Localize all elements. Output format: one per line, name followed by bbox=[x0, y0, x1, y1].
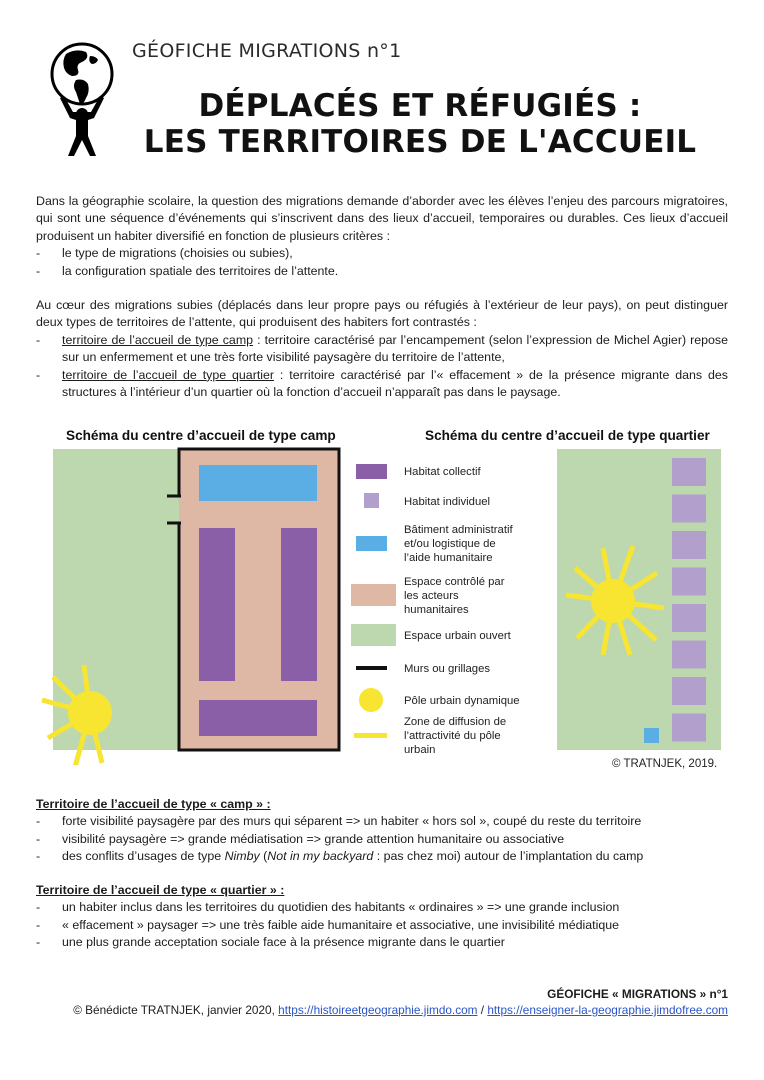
legend-item bbox=[351, 624, 512, 646]
document-kicker: GÉOFICHE MIGRATIONS n°1 bbox=[132, 40, 402, 62]
legend-item bbox=[356, 464, 481, 479]
legend-label: Espace contrôlé par les acteurs humanitaires bbox=[404, 576, 505, 616]
list-item bbox=[36, 917, 728, 934]
list-item bbox=[36, 263, 728, 280]
footer-credits bbox=[73, 1002, 728, 1019]
intro-section bbox=[36, 193, 728, 280]
list-item bbox=[36, 367, 728, 402]
bullet-dash: - bbox=[36, 814, 41, 829]
bullet-dash: - bbox=[36, 263, 41, 278]
legend-label: Zone de diffusion de l’attractivité du pôle urbain bbox=[404, 716, 507, 756]
bullet-text: forte visibilité paysagère par des murs qui séparent => un habiter « hors sol », coupé du reste du territoire bbox=[62, 814, 642, 829]
legend-swatch bbox=[354, 733, 387, 738]
individual-housing bbox=[672, 677, 706, 705]
bullet-text: ( bbox=[259, 849, 268, 864]
bullet-text: visibilité paysagère => grande médiatisation => grande attention humanitaire ou associative bbox=[62, 831, 565, 846]
legend-swatch bbox=[359, 688, 383, 712]
legend-swatch bbox=[356, 464, 387, 479]
title-line-2: LES TERRITOIRES DE L'ACCUEIL bbox=[143, 124, 697, 160]
camp-summary-heading: Territoire de l’accueil de type « camp » : bbox=[36, 797, 271, 811]
legend-item bbox=[351, 576, 505, 616]
footer-series: GÉOFICHE « MIGRATIONS » n°1 bbox=[547, 987, 728, 1001]
collective-housing bbox=[199, 528, 235, 681]
bullet-text: un habiter inclus dans les territoires du quotidien des habitants « ordinaires » => une grande inclusion bbox=[62, 900, 620, 915]
types-paragraph: Au cœur des migrations subies (déplacés dans leur propre pays ou réfugiés à l’extérieur de leur pays), on peut distinguer deux types de territoires de l’attente, qui produisent des habiters fort contrastés : bbox=[36, 298, 728, 330]
list-item bbox=[36, 848, 728, 865]
footer-link-enseigner[interactable]: https://enseigner-la-geographie.jimdofree.com bbox=[487, 1003, 728, 1017]
bullet-dash: - bbox=[36, 917, 41, 932]
page-title bbox=[120, 88, 720, 160]
footer-separator: / bbox=[477, 1003, 488, 1017]
list-item bbox=[36, 332, 728, 367]
list-item bbox=[36, 831, 728, 848]
quartier-summary-heading: Territoire de l’accueil de type « quartier » : bbox=[36, 883, 285, 897]
bullet-text: le type de migrations (choisies ou subies), bbox=[62, 246, 293, 261]
individual-housing bbox=[672, 641, 706, 669]
collective-housing bbox=[199, 700, 317, 736]
quartier-schema bbox=[557, 449, 721, 750]
list-item bbox=[36, 934, 728, 951]
legend-item bbox=[356, 524, 513, 564]
legend-swatch bbox=[364, 493, 379, 508]
quartier-summary bbox=[36, 882, 728, 952]
term-camp: territoire de l’accueil de type camp bbox=[62, 332, 254, 347]
legend-label: Habitat collectif bbox=[404, 466, 481, 478]
emphasis-text: Not in my backyard bbox=[267, 849, 374, 864]
admin-building bbox=[199, 465, 317, 501]
list-item bbox=[36, 813, 728, 830]
bullet-text: : pas chez moi) autour de l’implantation du camp bbox=[373, 849, 644, 864]
legend-swatch bbox=[356, 536, 387, 551]
diagram-credit: © TRATNJEK, 2019. bbox=[612, 758, 718, 770]
legend-label: Pôle urbain dynamique bbox=[404, 695, 520, 707]
individual-housing bbox=[672, 604, 706, 632]
term-sep: : bbox=[274, 367, 290, 382]
bullet-text: la configuration spatiale des territoires de l’attente. bbox=[62, 263, 339, 278]
legend-swatch bbox=[351, 624, 396, 646]
bullet-dash: - bbox=[36, 367, 41, 382]
footer-link-histoire[interactable]: https://histoireetgeographie.jimdo.com bbox=[278, 1003, 478, 1017]
legend-label: Habitat individuel bbox=[404, 496, 491, 508]
legend-swatch bbox=[351, 584, 396, 606]
bullet-dash: - bbox=[36, 900, 41, 915]
list-item bbox=[36, 245, 728, 262]
legend-label: Bâtiment administratif et/ou logistique de l’aide humanitaire bbox=[404, 524, 513, 564]
camp-schema bbox=[42, 449, 339, 765]
bullet-text: « effacement » paysager => une très faible aide humanitaire et associative, une invisibilité médiatique bbox=[62, 917, 619, 932]
individual-housing bbox=[672, 495, 706, 523]
list-item bbox=[36, 899, 728, 916]
bullet-text: territoire caractérisé par l’« effacement » de la présence migrante dans des structures à l’intérieur d’un quartier où la fonction d’accueil n’apparaît pas dans le paysage. bbox=[62, 367, 728, 400]
reception-center-diagram bbox=[40, 445, 740, 765]
admin-building bbox=[644, 728, 659, 743]
bullet-dash: - bbox=[36, 831, 41, 846]
bullet-text: une plus grande acceptation sociale face à la présence migrante dans le quartier bbox=[62, 935, 505, 950]
bullet-text: territoire caractérisé par l’encampement (selon l’expression de Michel Agier) repose sur un enfermement et une très forte visibilité paysagère du territoire de l’attente, bbox=[62, 332, 729, 365]
bullet-dash: - bbox=[36, 935, 41, 950]
legend-label: Espace urbain ouvert bbox=[404, 630, 511, 642]
legend-item bbox=[364, 493, 490, 508]
intro-paragraph: Dans la géographie scolaire, la question des migrations demande d’aborder avec les élèves l’enjeu des parcours migratoires, qui sont une séquence d’événements qui s’inscrivent dans des lieux d’accueil, temporaires ou durables. Ces lieux d’accueil produisent un habiter diversifié en fonction de plusieurs critères : bbox=[36, 194, 728, 243]
bullet-dash: - bbox=[36, 246, 41, 261]
camp-summary bbox=[36, 796, 728, 866]
title-line-1: DÉPLACÉS ET RÉFUGIÉS : bbox=[198, 88, 642, 124]
term-sep: : bbox=[253, 332, 265, 347]
bullet-dash: - bbox=[36, 849, 41, 864]
collective-housing bbox=[281, 528, 317, 681]
diagram-legend bbox=[351, 464, 520, 756]
individual-housing bbox=[672, 568, 706, 596]
camp-diagram-title: Schéma du centre d’accueil de type camp bbox=[66, 428, 336, 443]
emphasis-text: Nimby bbox=[224, 849, 260, 864]
legend-item bbox=[356, 663, 490, 675]
types-section bbox=[36, 297, 728, 401]
globe-atlas-icon bbox=[46, 40, 118, 158]
legend-item bbox=[354, 716, 506, 756]
individual-housing bbox=[672, 714, 706, 742]
legend-item bbox=[359, 688, 520, 712]
legend-label: Murs ou grillages bbox=[404, 663, 491, 675]
individual-housing bbox=[672, 458, 706, 486]
bullet-text: des conflits d’usages de type bbox=[62, 849, 225, 864]
quartier-diagram-title: Schéma du centre d’accueil de type quartier bbox=[425, 428, 710, 443]
term-quartier: territoire de l’accueil de type quartier bbox=[62, 367, 275, 382]
individual-housing bbox=[672, 531, 706, 559]
bullet-dash: - bbox=[36, 332, 41, 347]
footer-copyright: © Bénédicte TRATNJEK, janvier 2020, bbox=[73, 1003, 279, 1017]
legend-swatch bbox=[356, 666, 387, 670]
